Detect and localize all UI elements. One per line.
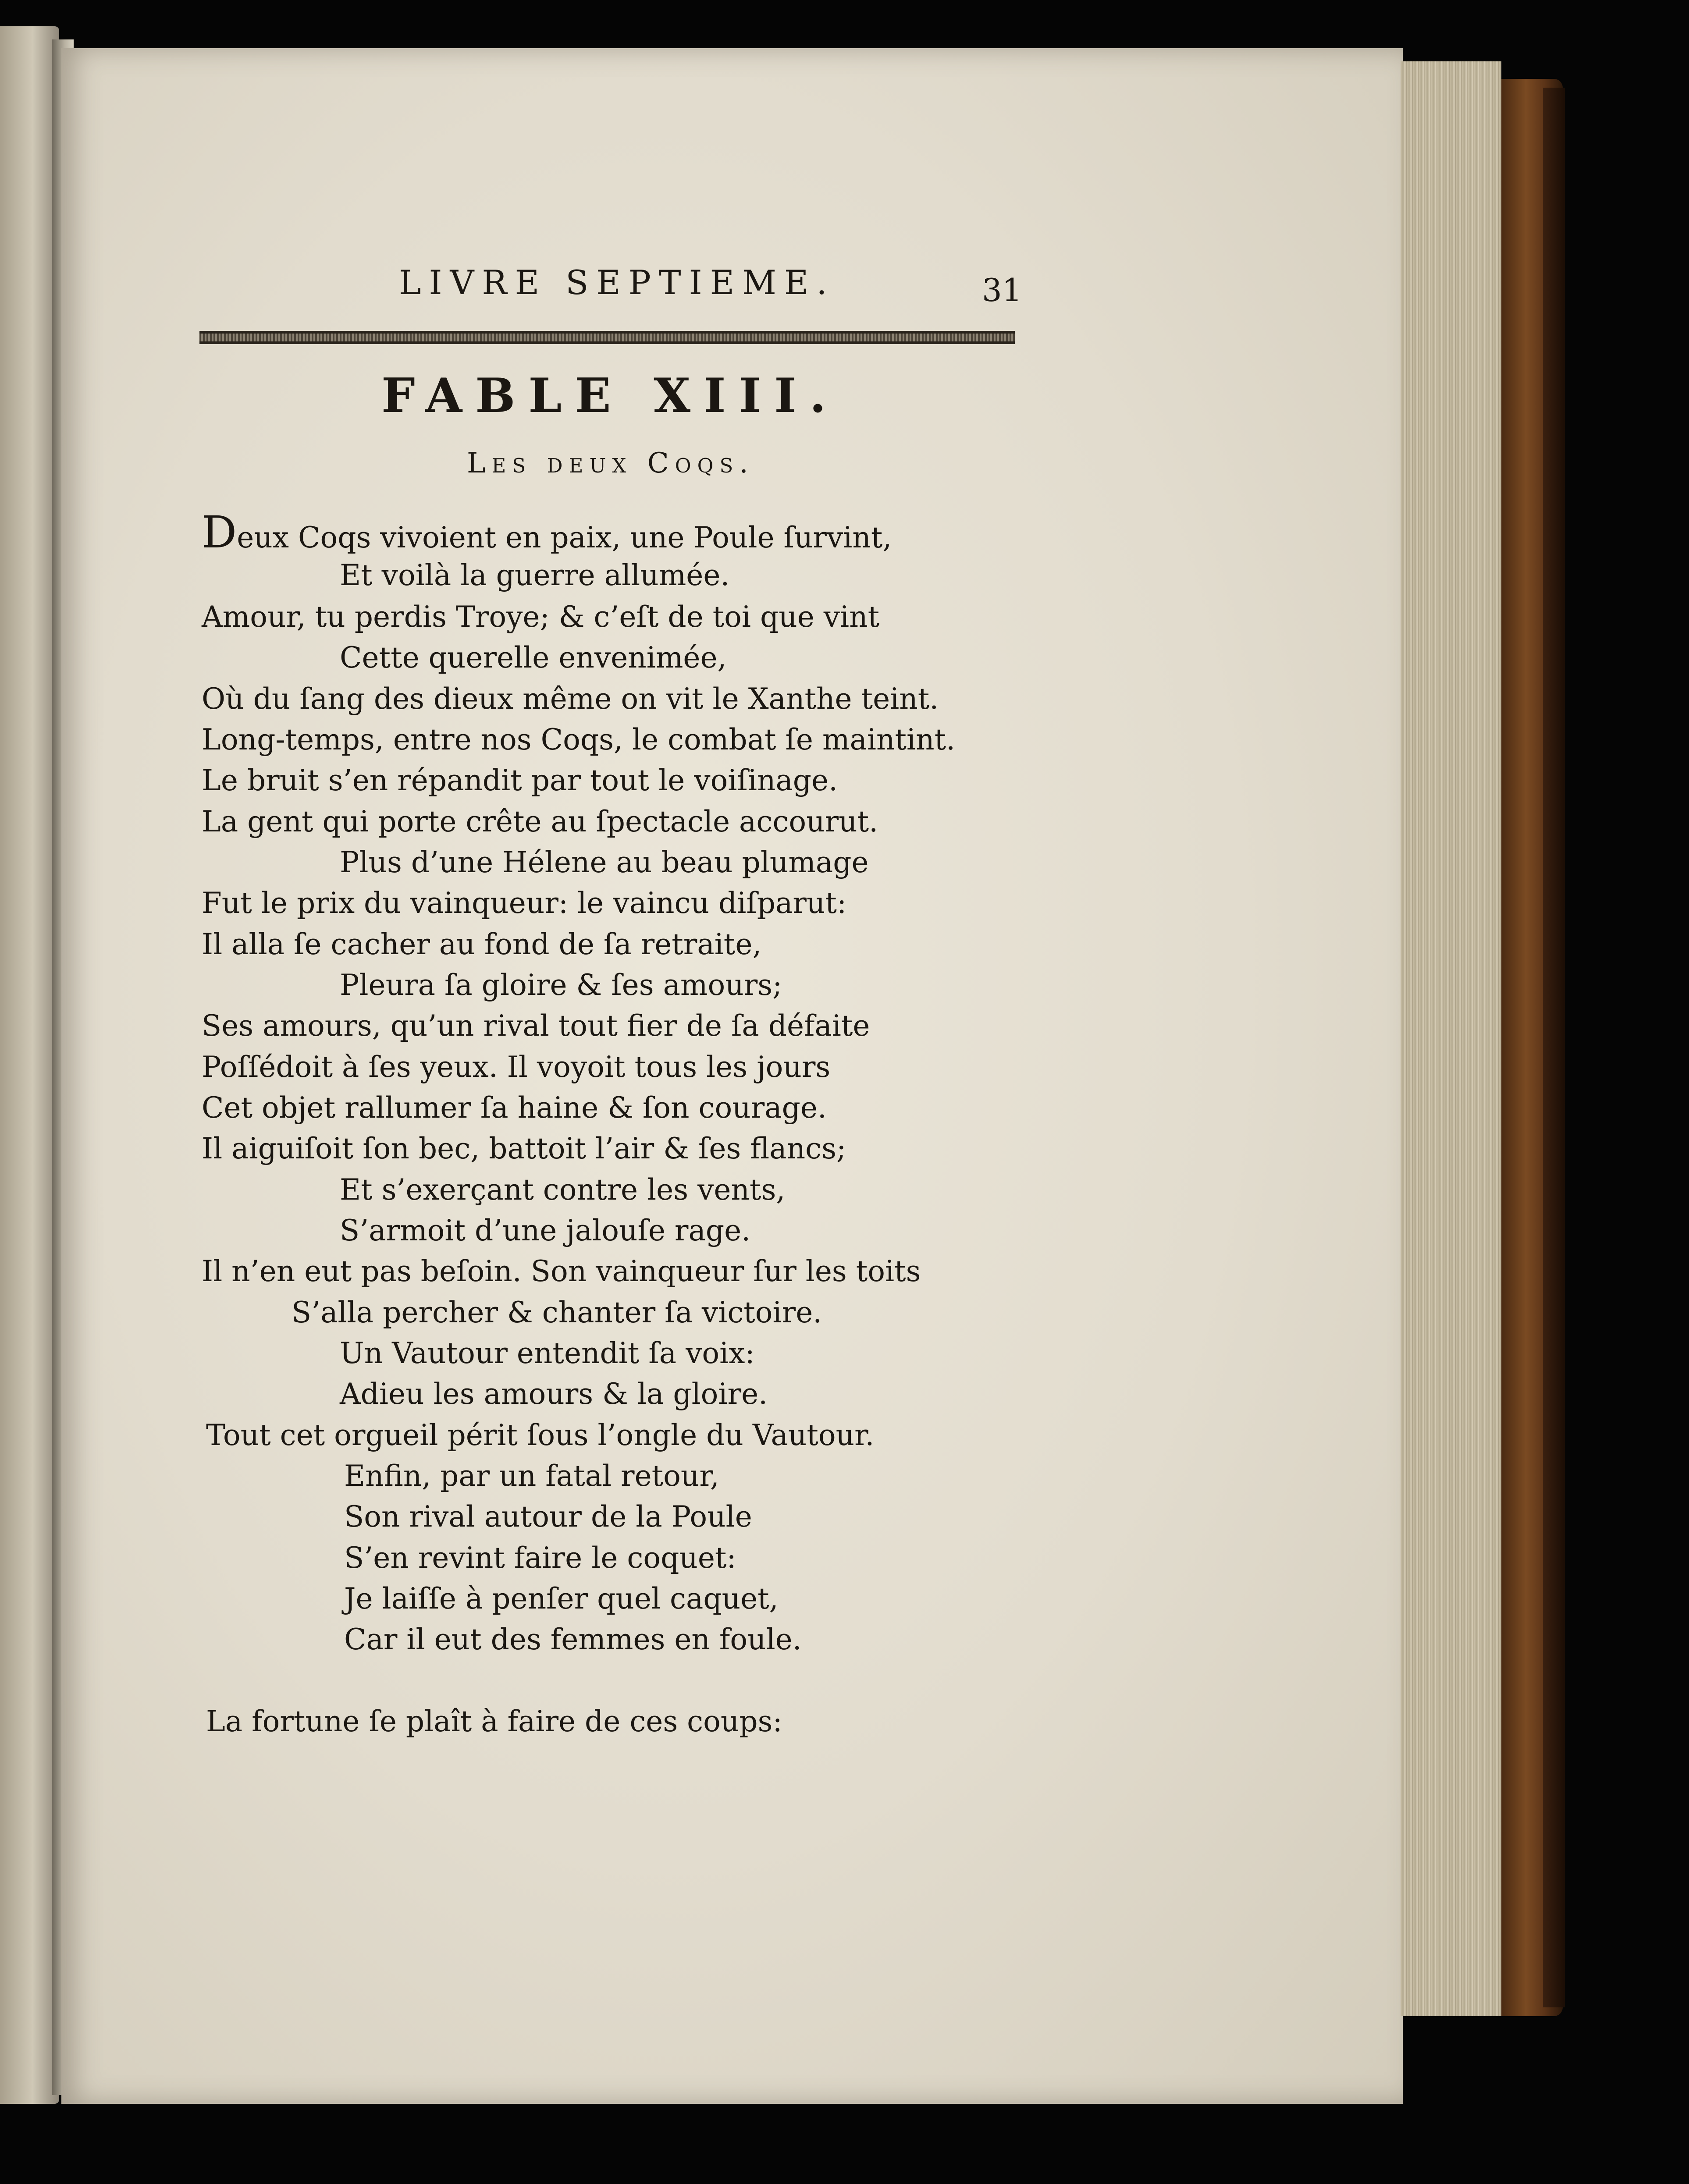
poem-line: Amour, tu perdis Troye; & c’eſt de toi que vint bbox=[202, 600, 880, 634]
poem-line: Poſſédoit à ſes yeux. Il voyoit tous les jours bbox=[202, 1050, 831, 1084]
poem-line: Cette querelle envenimée, bbox=[340, 641, 727, 675]
poem-line: Où du ſang des dieux même on vit le Xanthe teint. bbox=[202, 682, 939, 716]
poem-line: Il aiguiſoit ſon bec, battoit l’air & ſes flancs; bbox=[202, 1132, 846, 1165]
poem-line: Son rival autour de la Poule bbox=[344, 1500, 752, 1534]
poem-line: Adieu les amours & la gloire. bbox=[340, 1377, 768, 1411]
poem-line: Plus d’une Hélene au beau plumage bbox=[340, 845, 869, 879]
fable-title: FABLE XIII. bbox=[381, 368, 839, 423]
fable-subtitle: Les deux Coqs. bbox=[467, 447, 754, 479]
poem-line: Tout cet orgueil périt ſous l’ongle du Vautour. bbox=[206, 1418, 875, 1452]
poem-line-first-text: eux Coqs vivoient en paix, une Poule ſurvint, bbox=[237, 521, 892, 554]
running-head: LIVRE SEPTIEME. bbox=[399, 263, 835, 302]
poem-line: Enfin, par un fatal retour, bbox=[344, 1459, 719, 1493]
poem-line: S’en revint faire le coquet: bbox=[344, 1541, 736, 1575]
poem-line: S’alla percher & chanter ſa victoire. bbox=[292, 1296, 822, 1329]
poem-line: Ses amours, qu’un rival tout fier de ſa défaite bbox=[202, 1009, 870, 1043]
poem-line: Car il eut des femmes en foule. bbox=[344, 1623, 802, 1656]
poem-line: Cet objet rallumer ſa haine & ſon courage. bbox=[202, 1091, 827, 1125]
drop-cap: D bbox=[202, 507, 237, 558]
poem-line-final: La fortune ſe plaît à faire de ces coups: bbox=[206, 1705, 782, 1738]
poem-line: Il alla ſe cacher au fond de ſa retraite, bbox=[202, 927, 762, 961]
page-number: 31 bbox=[982, 272, 1022, 309]
left-facing-page bbox=[0, 26, 59, 2104]
poem-line: Un Vautour entendit ſa voix: bbox=[340, 1336, 755, 1370]
poem-line: Je laiſſe à penſer quel caquet, bbox=[344, 1582, 779, 1616]
poem-line: Fut le prix du vainqueur: le vaincu diſparut: bbox=[202, 886, 847, 920]
poem-line: Pleura ſa gloire & ſes amours; bbox=[340, 968, 782, 1002]
header-rule bbox=[199, 331, 1015, 344]
page-edges bbox=[1401, 61, 1501, 2016]
poem-line-first bbox=[202, 507, 892, 558]
poem-line: Et voilà la guerre allumée. bbox=[340, 558, 730, 592]
poem-line: La gent qui porte crête au ſpectacle accourut. bbox=[202, 805, 878, 838]
poem-line: S’armoit d’une jalouſe rage. bbox=[340, 1214, 751, 1247]
poem-line: Le bruit s’en répandit par tout le voiſinage. bbox=[202, 764, 838, 797]
cover-shadow bbox=[1543, 88, 1565, 2007]
poem-line: Et s’exerçant contre les vents, bbox=[340, 1173, 786, 1207]
poem-line: Long-temps, entre nos Coqs, le combat ſe maintint. bbox=[202, 723, 956, 756]
poem-line: Il n’en eut pas beſoin. Son vainqueur ſur les toits bbox=[202, 1254, 921, 1288]
